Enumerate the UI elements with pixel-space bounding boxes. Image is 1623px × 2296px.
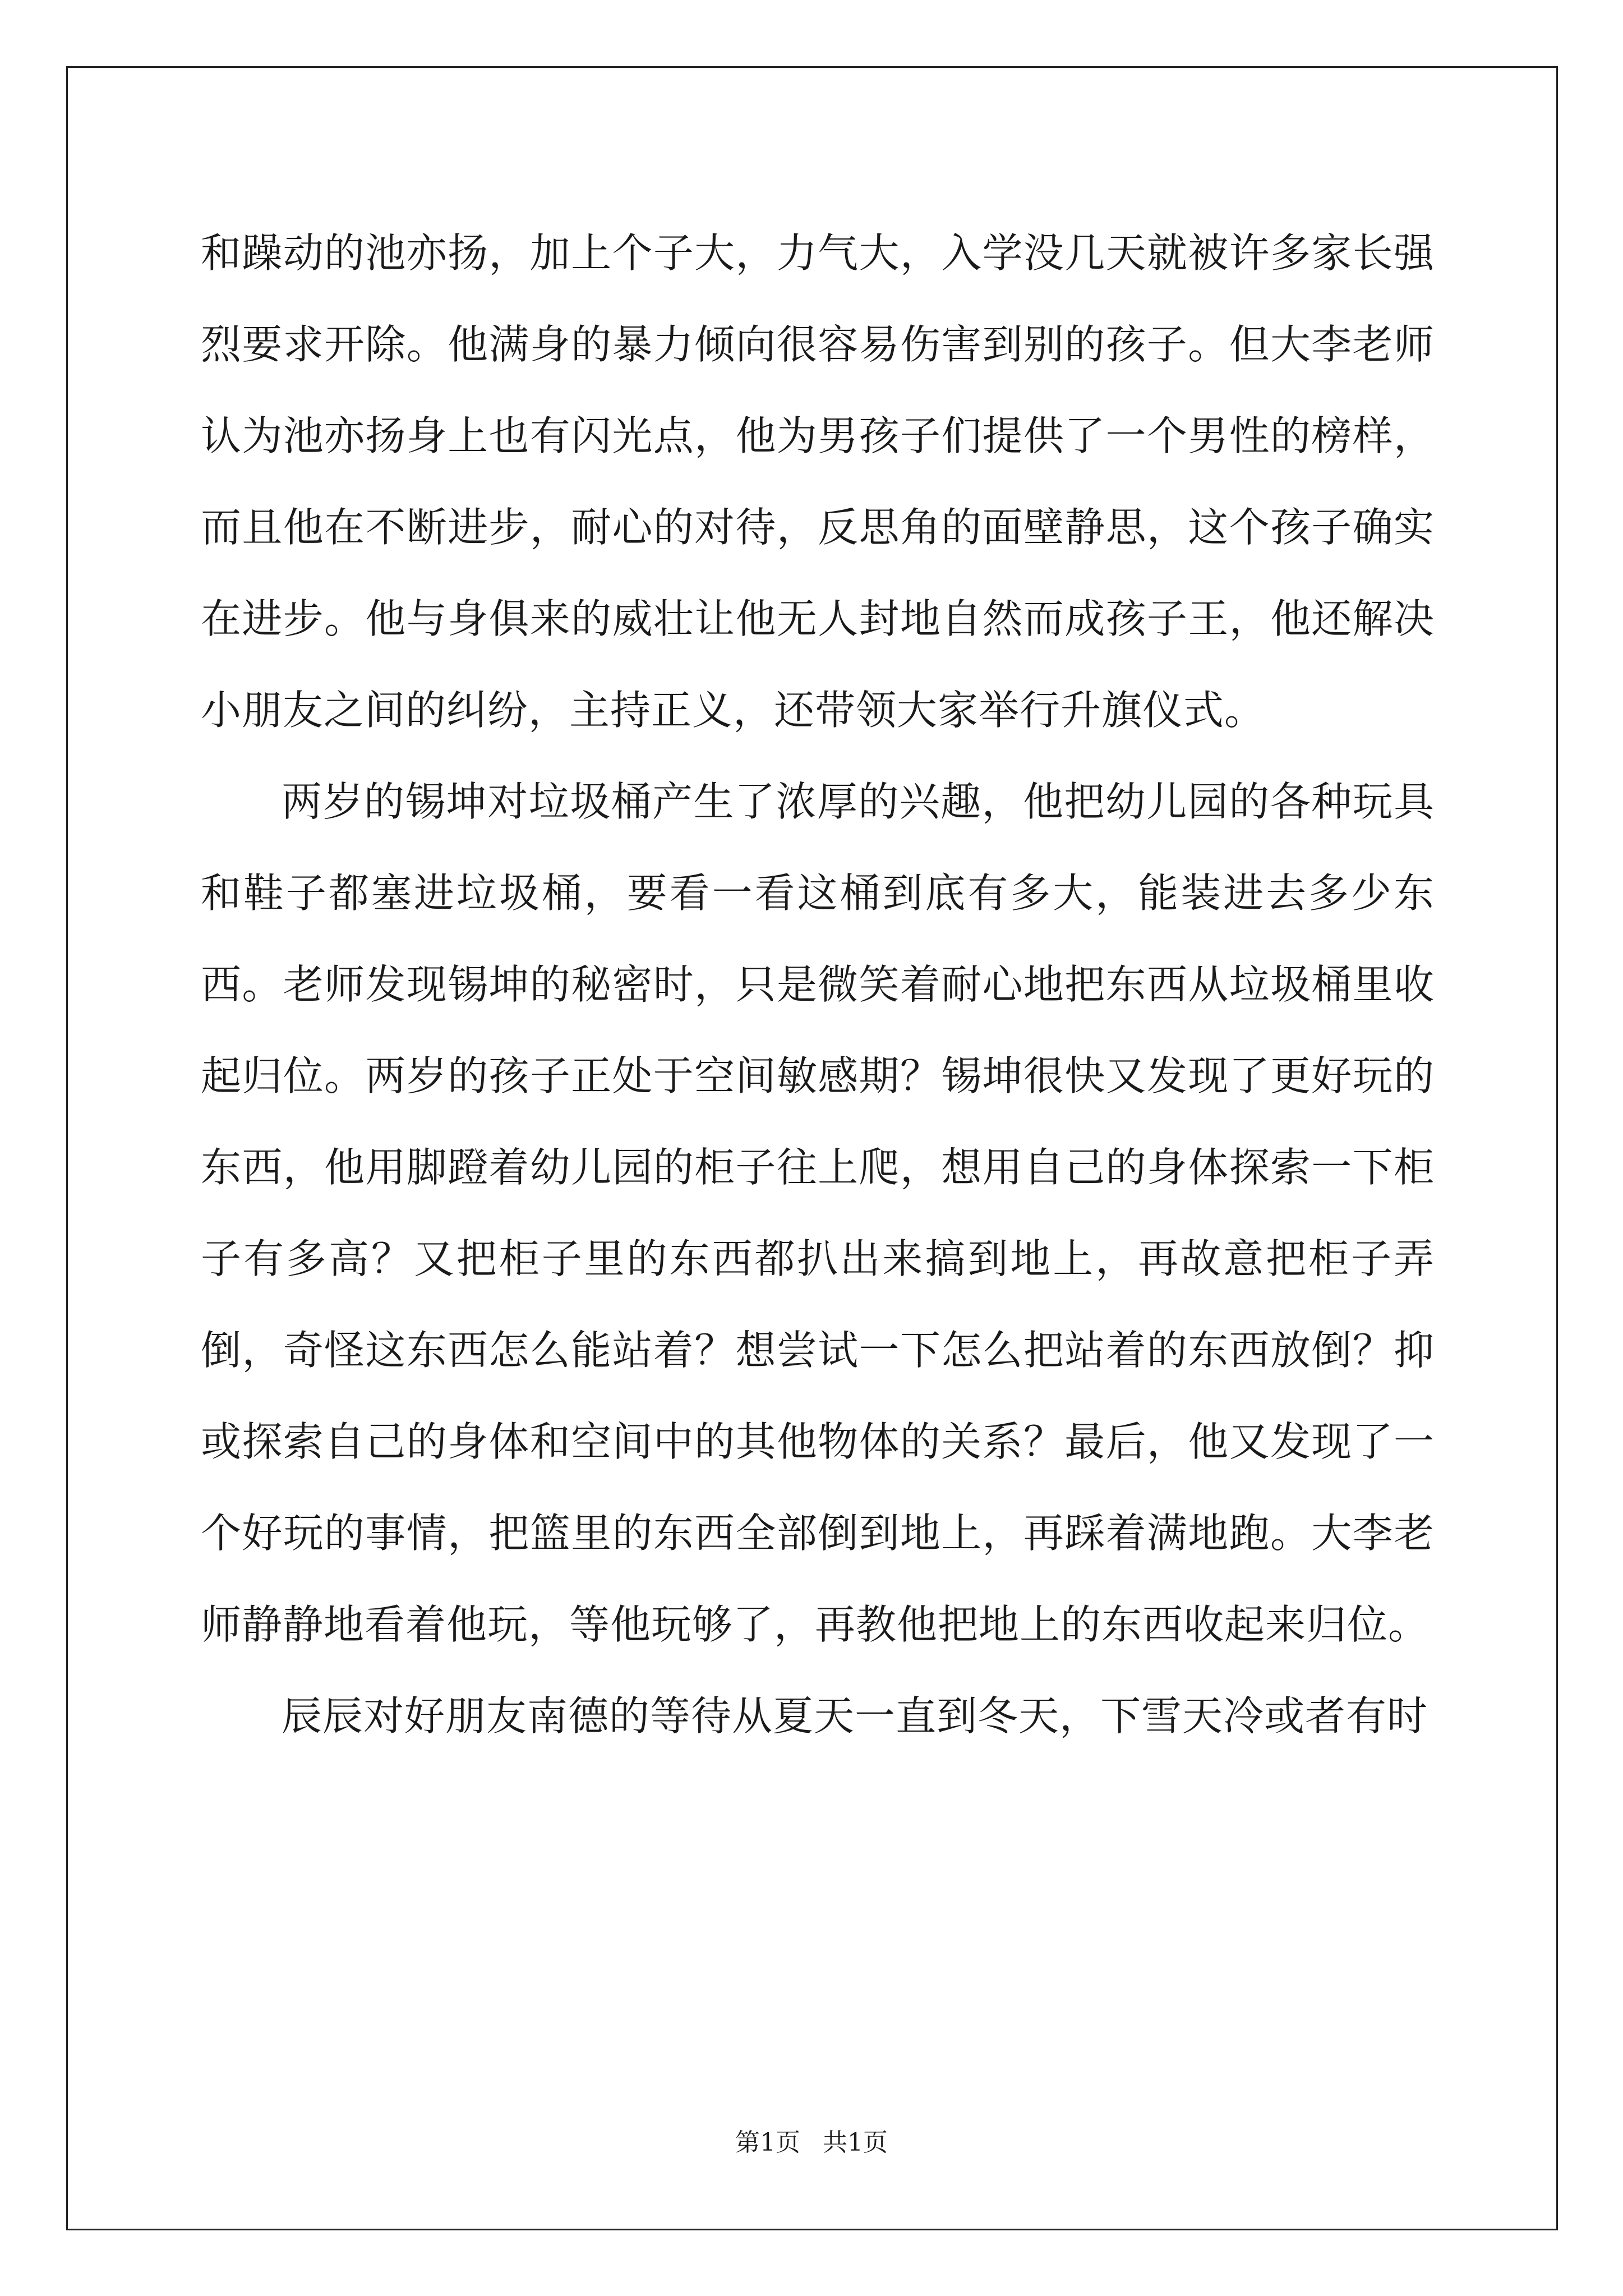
page-footer [0, 2126, 1623, 2160]
page-total: 共1页 [823, 2128, 888, 2157]
paragraph-3: 辰辰对好朋友南德的等待从夏天一直到冬天，下雪天冷或者有时 [282, 1692, 1428, 1740]
paragraph-2: 两岁的锡坤对垃圾桶产生了浓厚的兴趣，他把幼儿园的各种玩具和鞋子都塞进垃圾桶，要看一看这桶到底有多大，能装进去多少东西。老师发现锡坤的秘密时，只是微笑着耐心地把东西从垃圾桶里收起归位。两岁的孩子正处于空间敏感期？锡坤很快又发现了更好玩的东西，他用脚蹬着幼儿园的柜子往上爬，想用自己的身体探索一下柜子有多高？又把柜子里的东西都扒出来搞到地上，再故意把柜子弄倒，奇怪这东西怎么能站着？想尝试一下怎么把站着的东西放倒？抑或探索自己的身体和空间中的其他物体的关系？最后，他又发现了一个好玩的事情，把篮里的东西全部倒到地上，再踩着满地跑。大李老师静静地看着他玩，等他玩够了，再教他把地上的东西收起来归位。 [201, 778, 1435, 1648]
page-number: 第1页 [735, 2128, 800, 2157]
document-body [201, 208, 1435, 1762]
paragraph-1: 和躁动的池亦扬，加上个子大，力气大，入学没几天就被许多家长强烈要求开除。他满身的暴力倾向很容易伤害到别的孩子。但大李老师认为池亦扬身上也有闪光点，他为男孩子们提供了一个男性的榜样，而且他在不断进步，耐心的对待，反思角的面壁静思，这个孩子确实在进步。他与身俱来的威壮让他无人封地自然而成孩子王，他还解决小朋友之间的纠纷，主持正义，还带领大家举行升旗仪式。 [201, 229, 1435, 734]
